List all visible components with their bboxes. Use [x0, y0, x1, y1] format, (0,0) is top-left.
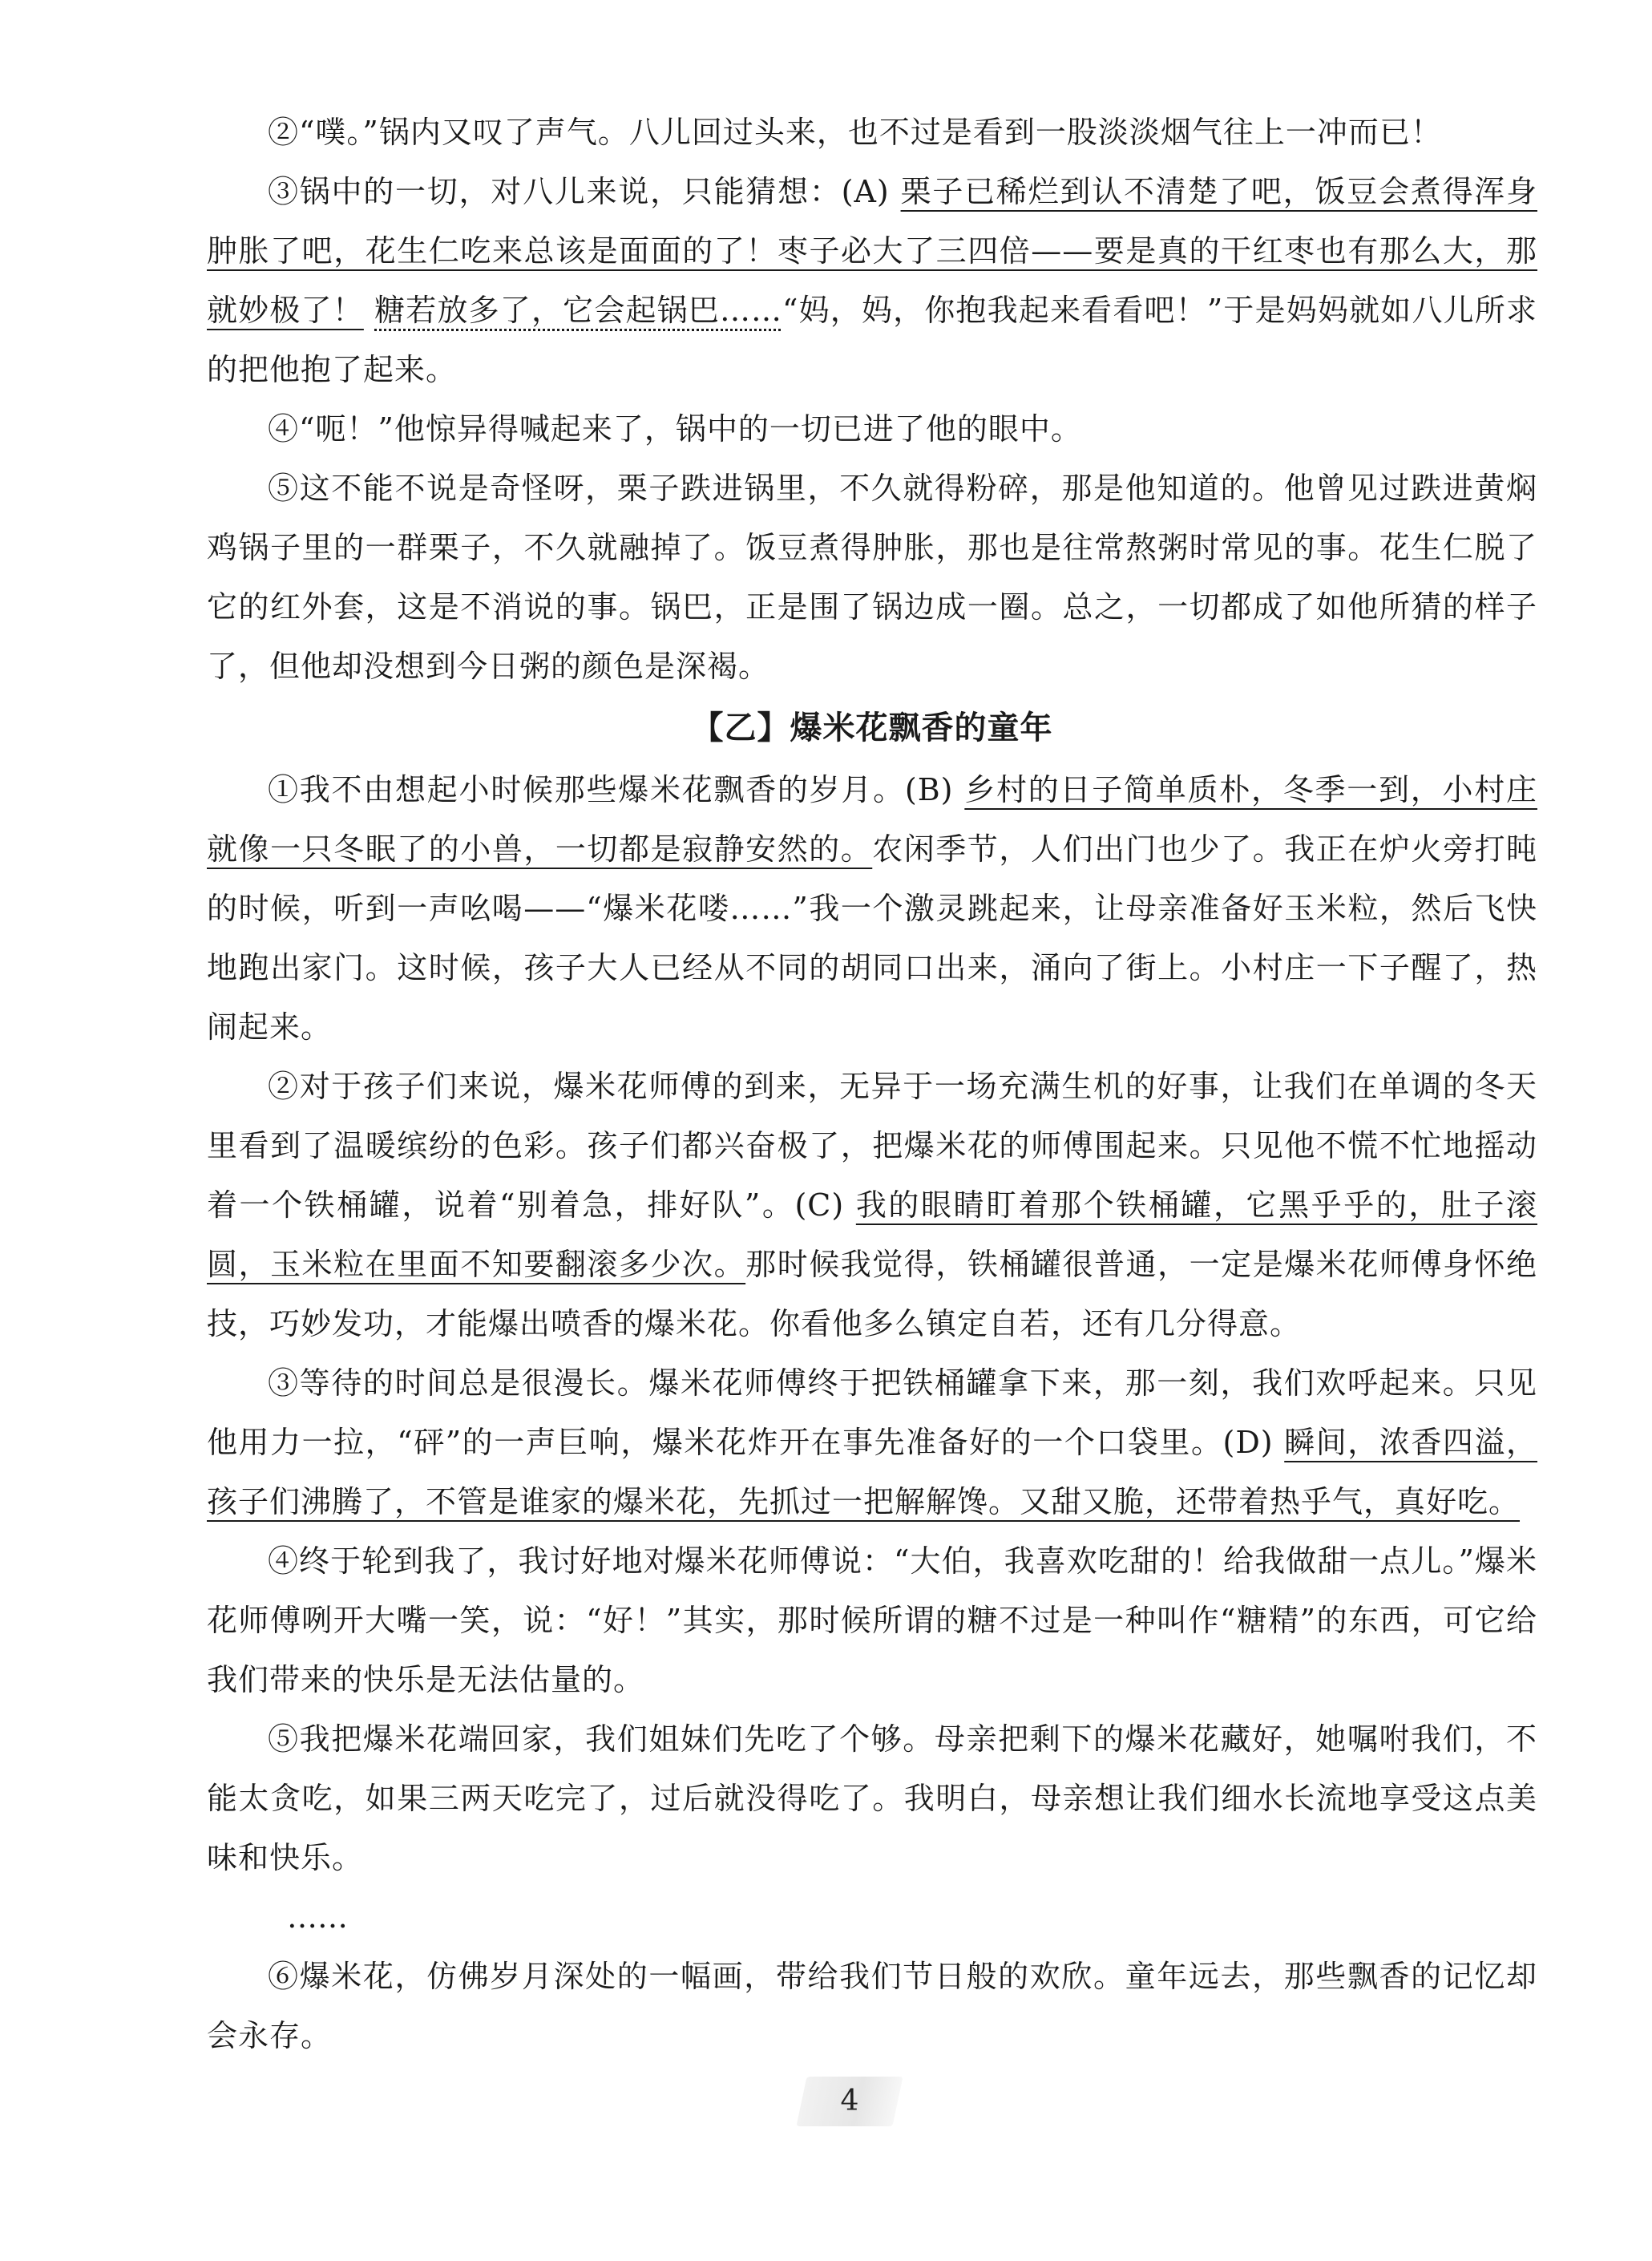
yi-p1-lead: ①我不由想起小时候那些爆米花飘香的岁月。(B) — [268, 772, 965, 807]
yi-p3-lead: ③等待的时间总是很漫长。爆米花师傅终于把铁桶罐拿下来，那一刻，我们欢呼起来。只见他用力一拉，“砰”的一声巨响，爆米花炸开在事先准备好的一个口袋里。(D) — [207, 1365, 1537, 1460]
yi-paragraph-5: ⑤我把爆米花端回家，我们姐妹们先吃了个够。母亲把剩下的爆米花藏好，她嘱咐我们，不能太贪吃，如果三两天吃完了，过后就没得吃了。我明白，母亲想让我们细水长流地享受这点美味和快乐。 — [207, 1721, 1537, 1875]
yi-p2-underlined-sentence-c: 我的眼睛盯着那个铁桶罐，它黑乎乎的，肚子滚圆，玉米粒在里面不知要翻滚多少次。 — [207, 1187, 1537, 1282]
jia-p3-underlined-sentence-a: 栗子已稀烂到认不清楚了吧，饭豆会煮得浑身肿胀了吧，花生仁吃来总该是面面的了！枣子必大了三四倍——要是真的干红枣也有那么大，那就妙极了！ — [207, 174, 1537, 328]
yi-paragraph-6: ⑥爆米花，仿佛岁月深处的一幅画，带给我们节日般的欢欣。童年远去，那些飘香的记忆却会永存。 — [207, 1959, 1537, 2053]
jia-paragraph-3 — [207, 162, 1537, 399]
yi-paragraph-1 — [207, 760, 1537, 1057]
yi-paragraph-4: ④终于轮到我了，我讨好地对爆米花师傅说：“大伯，我喜欢吃甜的！给我做甜一点儿。”爆米花师傅咧开大嘴一笑，说：“好！”其实，那时候所谓的糖不过是一种叫作“糖精”的东西，可它给我们带来的快乐是无法估量的。 — [207, 1543, 1537, 1697]
yi-p3-underlined-sentence-d: 瞬间，浓香四溢，孩子们沸腾了，不管是谁家的爆米花，先抓过一把解解馋。又甜又脆，还带着热乎气，真好吃。 — [207, 1425, 1537, 1519]
document-page — [207, 103, 1537, 2065]
yi-p2-tail: 那时候我觉得，铁桶罐很普通，一定是爆米花师傅身怀绝技，巧妙发功，才能爆出喷香的爆米花。你看他多么镇定自若，还有几分得意。 — [207, 1247, 1537, 1341]
yi-p1-tail: 农闲季节，人们出门也少了。我正在炉火旁打盹的时候，听到一声吆喝——“爆米花喽……”我一个激灵跳起来，让母亲准备好玉米粒，然后飞快地跑出家门。这时候，孩子大人已经从不同的胡同口出来，涌向了街上。小村庄一下子醒了，热闹起来。 — [207, 831, 1537, 1045]
yi-ellipsis: …… — [287, 1899, 348, 1935]
yi-title: 【乙】爆米花飘香的童年 — [691, 710, 1053, 746]
page-number: 4 — [840, 2085, 859, 2117]
jia-paragraph-5: ⑤这不能不说是奇怪呀，栗子跌进锅里，不久就得粉碎，那是他知道的。他曾见过跌进黄焖鸡锅子里的一群栗子，不久就融掉了。饭豆煮得肿胀，那也是往常熬粥时常见的事。花生仁脱了它的红外套，这是不消说的事。锅巴，正是围了锅边成一圈。总之，一切都成了如他所猜的样子了，但他却没想到今日粥的颜色是深褐。 — [207, 471, 1537, 684]
jia-p3-dotted-sentence: 糖若放多了，它会起锅巴…… — [374, 293, 783, 328]
jia-paragraph-2: ②“噗。”锅内又叹了声气。八儿回过头来，也不过是看到一股淡淡烟气往上一冲而已！ — [268, 115, 1442, 150]
yi-paragraph-2 — [207, 1057, 1537, 1353]
yi-p2-lead: ②对于孩子们来说，爆米花师傅的到来，无异于一场充满生机的好事，让我们在单调的冬天里看到了温暖缤纷的色彩。孩子们都兴奋极了，把爆米花的师傅围起来。只见他不慌不忙地摇动着一个铁桶罐，说着“别着急，排好队”。(C) — [207, 1069, 1537, 1223]
yi-paragraph-3 — [207, 1353, 1537, 1531]
jia-p3-space — [364, 293, 374, 328]
jia-p3-lead: ③锅中的一切，对八儿来说，只能猜想：(A) — [268, 174, 901, 209]
jia-paragraph-4: ④“呃！”他惊异得喊起来了，锅中的一切已进了他的眼中。 — [268, 411, 1082, 447]
yi-p1-underlined-sentence-b: 乡村的日子简单质朴，冬季一到，小村庄就像一只冬眠了的小兽，一切都是寂静安然的。 — [207, 772, 1537, 867]
jia-p3-tail: “妈，妈，你抱我起来看看吧！”于是妈妈就如八儿所求的把他抱了起来。 — [207, 293, 1537, 387]
